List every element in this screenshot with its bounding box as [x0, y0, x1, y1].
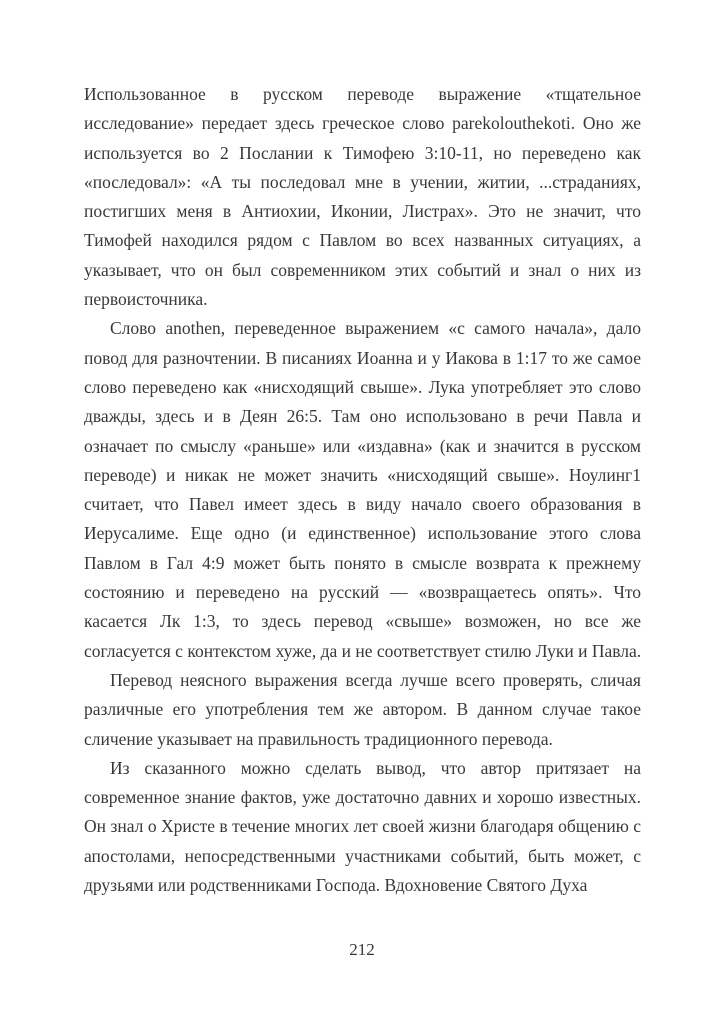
text-block — [84, 80, 641, 900]
text-line: используется во 2 Послании к Тимофею 3:10-11, но переведено как — [84, 142, 641, 163]
paragraph-3 — [84, 666, 641, 754]
page-number: 212 — [349, 940, 375, 959]
text-line: указывает, что он был современником этих событий и знал о них из — [84, 259, 641, 280]
text-line: повод для разночтении. В писаниях Иоанна и у Иакова в 1:17 то же самое — [84, 347, 641, 368]
paragraph-1 — [84, 80, 641, 314]
text-line: состоянию и переведено на русский — «возвращаетесь опять». Что — [84, 582, 641, 603]
text-line: различные его употребления тем же автором. В данном случае такое — [84, 699, 641, 720]
paragraph-4 — [84, 754, 641, 900]
text-line: Тимофей находился рядом с Павлом во всех названных ситуациях, а — [84, 230, 641, 251]
text-line: Перевод неясного выражения всегда лучше всего проверять, сличая — [110, 669, 641, 690]
text-line: постигших меня в Антиохии, Иконии, Листрах». Это не значит, что — [84, 201, 641, 222]
text-line: означает по смыслу «раньше» или «издавна» (как и значится в русском — [84, 435, 641, 456]
text-line: считает, что Павел имеет здесь в виду начало своего образования в — [84, 494, 641, 515]
text-line: исследование» передает здесь греческое слово parekolouthekoti. Оно же — [84, 113, 641, 134]
text-line: Слово anothen, переведенное выражением «с самого начала», дало — [110, 318, 641, 339]
text-line: Он знал о Христе в течение многих лет своей жизни благодаря общению с — [84, 816, 641, 837]
text-line: первоисточника. — [84, 289, 208, 310]
text-line: Из сказанного можно сделать вывод, что автор притязает на — [110, 757, 641, 778]
text-line: «последовал»: «А ты последовал мне в учении, житии, ...страданиях, — [84, 171, 641, 192]
text-line: Использованное в русском переводе выражение «тщательное — [84, 84, 641, 104]
text-line: сличение указывает на правильность традиционного перевода. — [84, 728, 553, 749]
text-line: слово переведено как «нисходящий свыше». Лука употребляет это слово — [84, 376, 641, 397]
text-line: дважды, здесь и в Деян 26:5. Там оно использовано в речи Павла и — [84, 406, 641, 427]
text-line: переводе) и никак не может значить «нисходящий свыше». Ноулинг1 — [84, 464, 641, 485]
text-line: Иерусалиме. Еще одно (и единственное) использование этого слова — [84, 523, 641, 544]
text-line: апостолами, непосредственными участниками событий, быть может, с — [84, 845, 641, 866]
paragraph-2 — [84, 314, 641, 666]
text-line: друзьями или родственниками Господа. Вдохновение Святого Духа — [84, 875, 588, 896]
text-line: согласуется с контекстом хуже, да и не соответствует стилю Луки и Павла. — [84, 640, 641, 661]
text-line: Павлом в Гал 4:9 может быть понято в смысле возврата к прежнему — [84, 552, 641, 573]
text-line: касается Лк 1:3, то здесь перевод «свыше» возможен, но все же — [84, 611, 641, 632]
text-line: современное знание фактов, уже достаточно давних и хорошо известных. — [84, 787, 641, 808]
